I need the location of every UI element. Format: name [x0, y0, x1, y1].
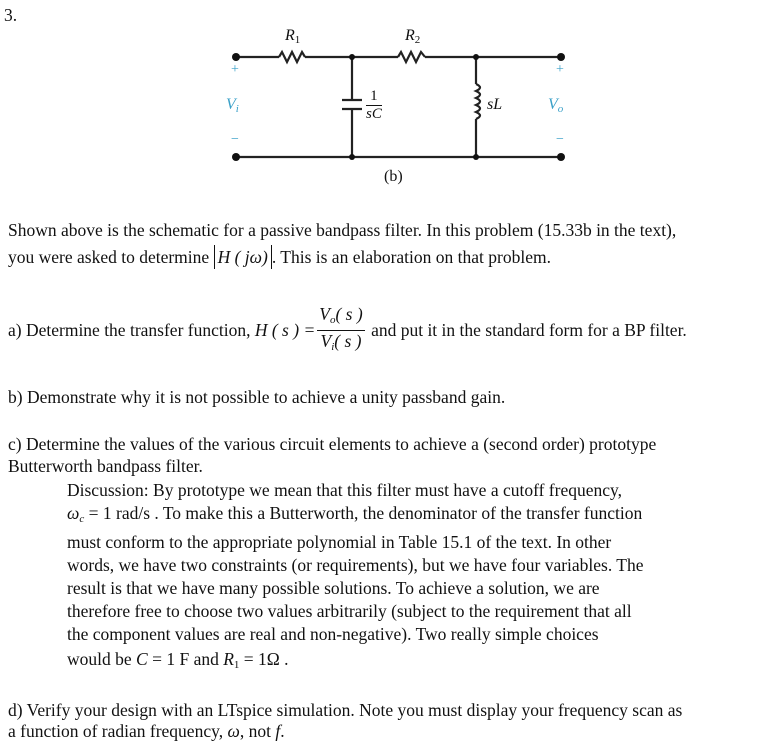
- problem-number: 3.: [4, 5, 18, 25]
- node-dot: [473, 154, 479, 160]
- node-dot: [473, 54, 479, 60]
- discussion-line-1: Discussion: By prototype we mean that this filter must have a cutoff frequency,: [67, 480, 623, 500]
- vi-label: $V_i$: [226, 96, 239, 115]
- node-dot: [349, 54, 355, 60]
- discussion-line-6: therefore free to choose two values arbitrarily (subject to the requirement that all: [67, 601, 632, 621]
- discussion-line-7: the component values are real and non-negative). Two really simple choices: [67, 624, 599, 644]
- part-c-line-2: Butterworth bandpass filter.: [8, 456, 203, 476]
- intro-line-1: Shown above is the schematic for a passive bandpass filter. In this problem (15.33b in the text),: [8, 220, 677, 240]
- capacitor-label: 1 sC: [366, 88, 382, 122]
- part-d-line-1: d) Verify your design with an LTspice simulation. Note you must display your frequency scan as: [8, 700, 683, 720]
- node-dot: [349, 154, 355, 160]
- r1-label: $R_1$: [285, 27, 301, 46]
- output-top-terminal: [557, 53, 565, 61]
- part-d-line-2: a function of radian frequency, ω, not f.: [8, 721, 285, 741]
- discussion-line-4: words, we have two constraints (or requirements), but we have four variables. The: [67, 555, 644, 575]
- discussion-line-8: would be C = 1 F and $R_1 = 1\Omega$ .: [67, 649, 289, 671]
- input-bottom-terminal: [232, 153, 240, 161]
- input-top-terminal: [232, 53, 240, 61]
- vi-minus: −: [231, 132, 239, 147]
- transfer-fraction: $\frac{V_o( s )}{V_i( s )}$: [319, 303, 363, 353]
- vo-label: $V_o$: [548, 96, 564, 115]
- vi-plus: +: [231, 62, 239, 77]
- figure-caption: (b): [384, 168, 403, 185]
- part-c-line-1: c) Determine the values of the various circuit elements to achieve a (second order) prototype: [8, 434, 657, 454]
- part-b: b) Demonstrate why it is not possible to achieve a unity passband gain.: [8, 387, 506, 407]
- discussion-line-5: result is that we have many possible solutions. To achieve a solution, we are: [67, 578, 600, 598]
- r2-label: $R_2$: [405, 27, 421, 46]
- part-a: a) Determine the transfer function, H ( s ) = $\frac{V_o( s )}{V_i( s )}$ and put it in the standard form for a BP filter.: [8, 300, 687, 360]
- inductor-label: sL: [487, 96, 503, 113]
- output-bottom-terminal: [557, 153, 565, 161]
- intro-line-2: you were asked to determine H ( jω) . This is an elaboration on that problem.: [8, 247, 551, 267]
- h-jw-magnitude: H ( jω): [214, 245, 272, 269]
- vo-plus: +: [556, 62, 564, 77]
- vo-minus: −: [556, 132, 564, 147]
- discussion-line-3: must conform to the appropriate polynomial in Table 15.1 of the text. In other: [67, 532, 612, 552]
- discussion-line-2: $\omega_c = 1$ rad/s . To make this a Butterworth, the denominator of the transfer function: [67, 503, 643, 525]
